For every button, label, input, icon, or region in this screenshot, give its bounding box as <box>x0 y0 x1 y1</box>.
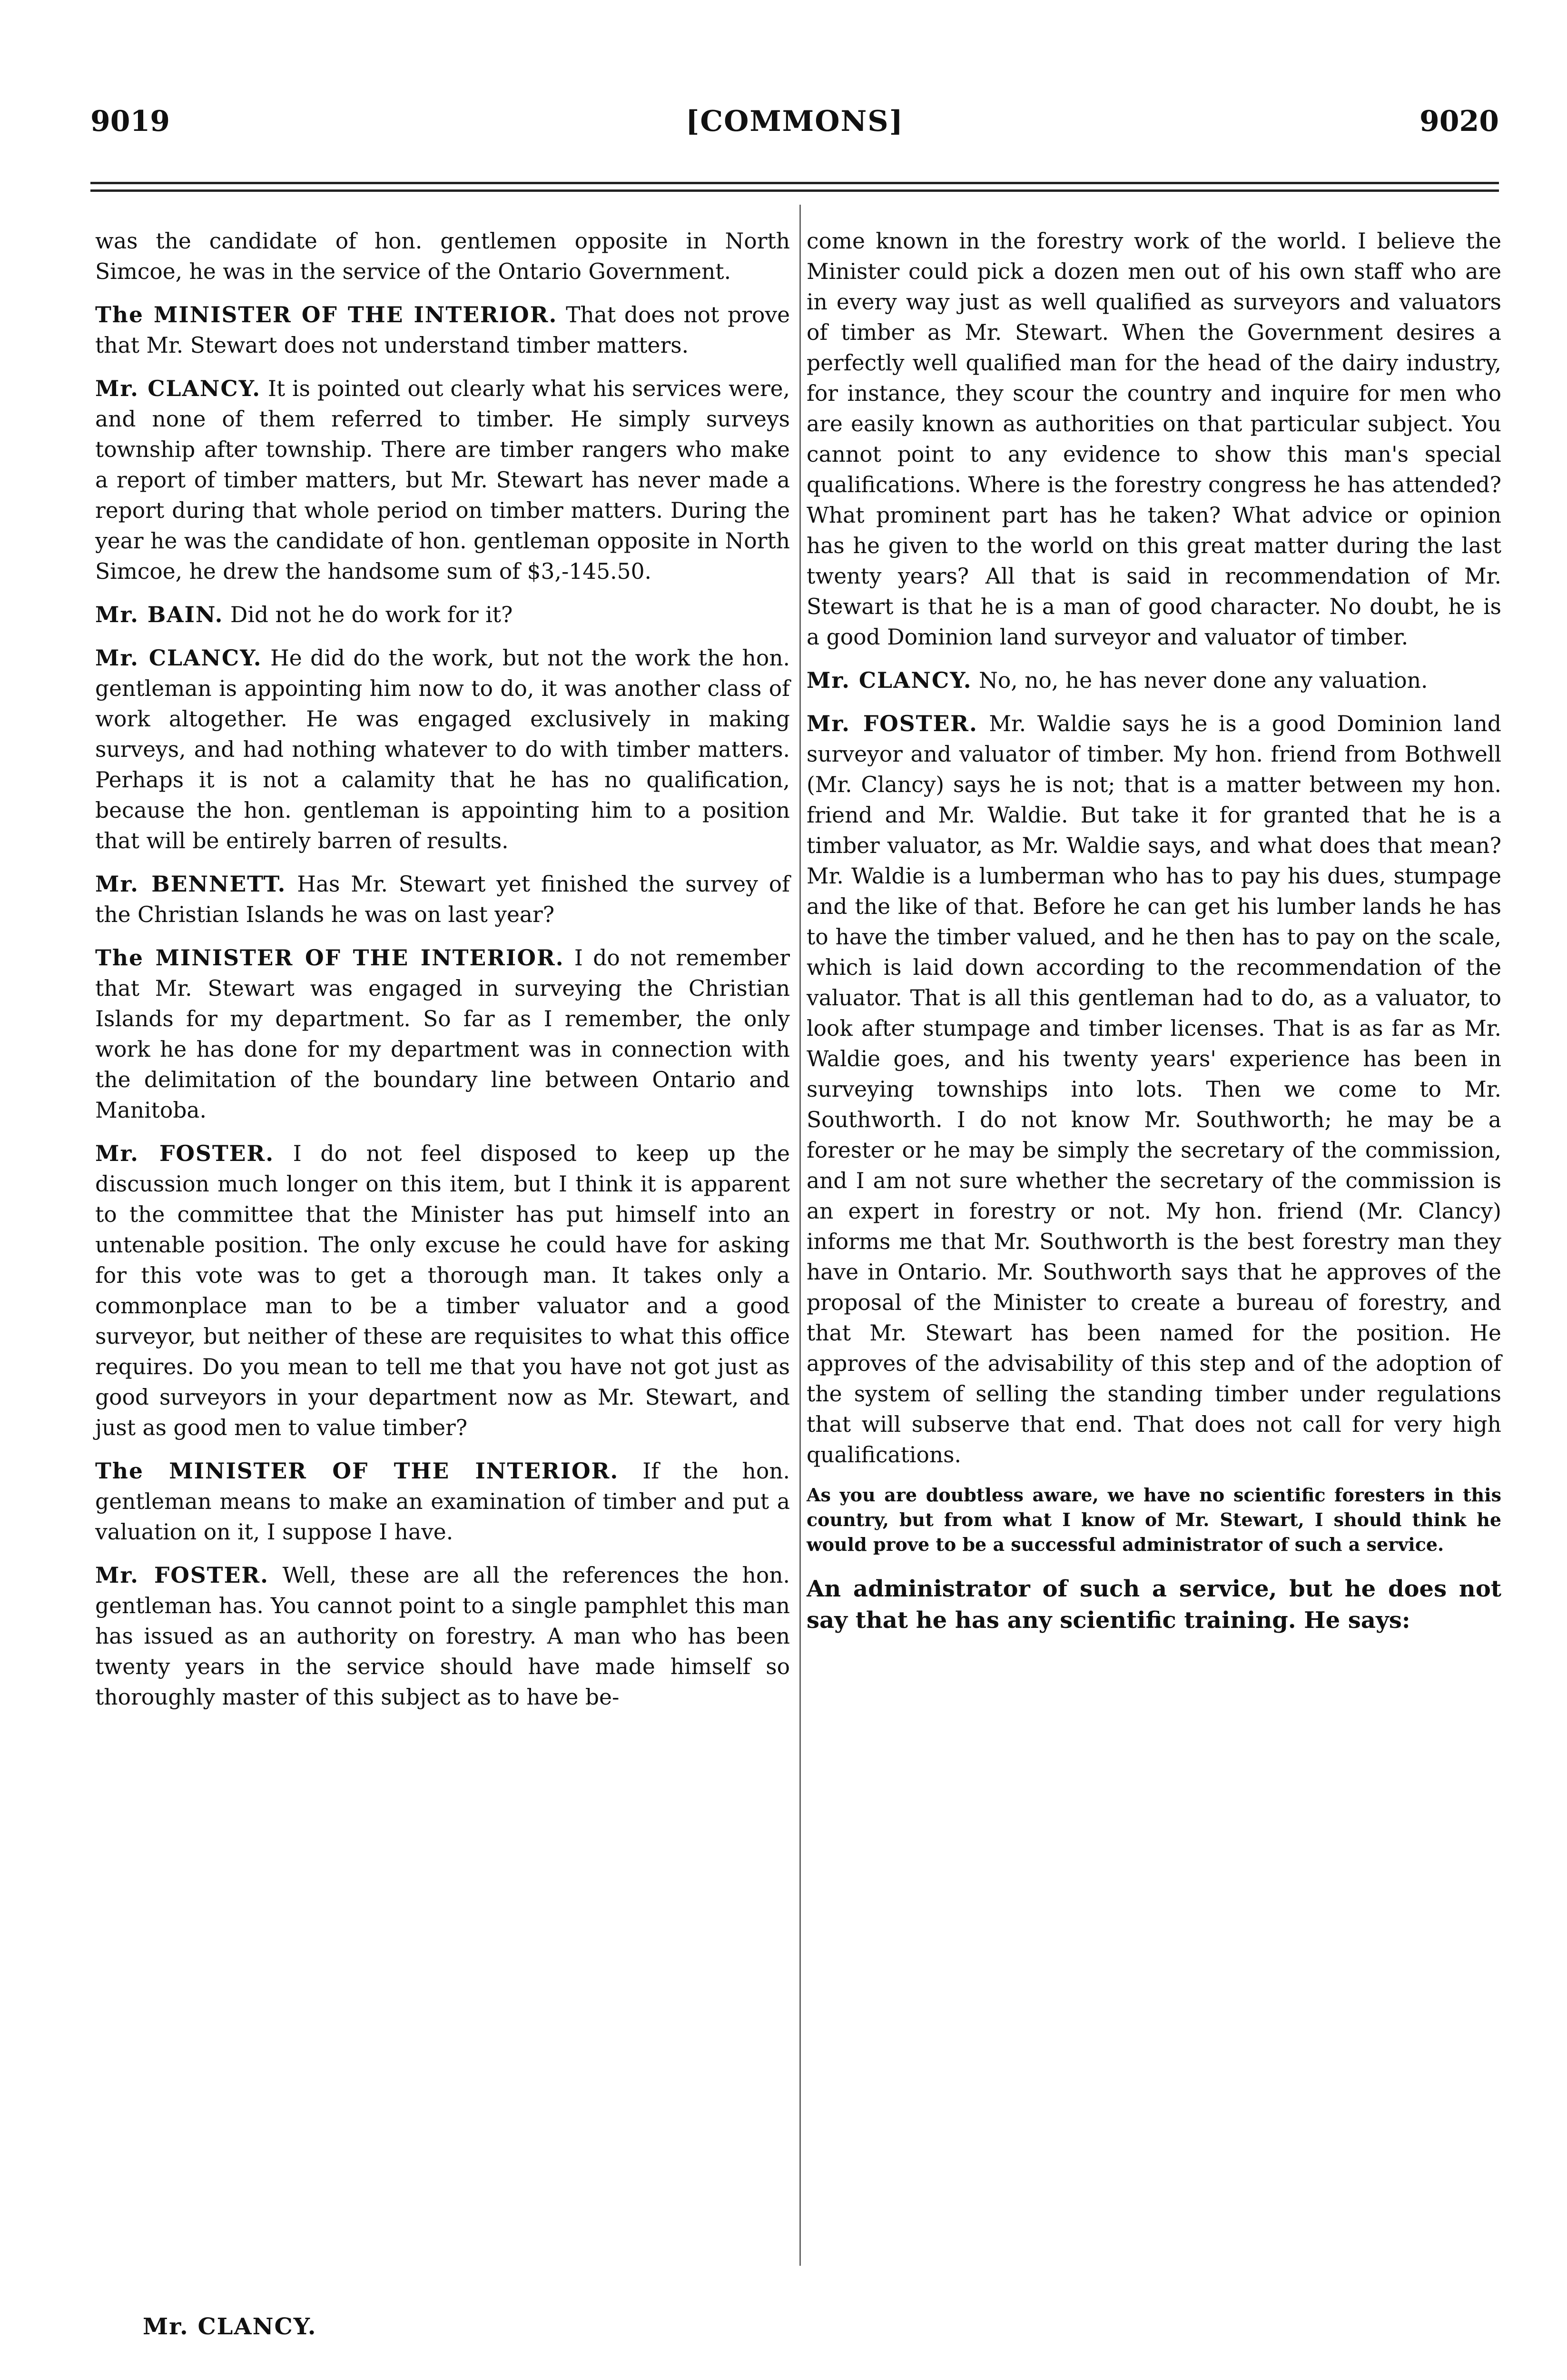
paragraph-text: That does not prove that Mr. Stewart does not understand timber matters. <box>95 302 790 358</box>
paragraph-text: I do not feel disposed to keep up the discussion much longer on this item, but I think it is apparent to the committee that the Minister has put himself into an untenable position. The only excuse he could have for asking for this vote was to get a thorough man. It takes only a commonplace man to be a timber valuator and a good surveyor, but neither of these are requisites to what this office requires. Do you mean to tell me that you have not got just as good surveyors in your department now as Mr. Stewart, and just as good men to value timber? <box>95 1141 790 1440</box>
speaker-name: Mr. CLANCY. <box>95 645 262 671</box>
paragraph-text: As you are doubtless aware, we have no scientific foresters in this country, but from what I know of Mr. Stewart, I should think he would prove to be a successful administrator of such a service. <box>807 1484 1501 1555</box>
paragraph <box>807 708 1501 1470</box>
paragraph <box>807 226 1501 653</box>
paragraph <box>807 1573 1501 1636</box>
speaker-name: Mr. FOSTER. <box>807 711 978 736</box>
left-column <box>95 226 790 1725</box>
paragraph <box>95 869 790 930</box>
page-header <box>90 105 1499 157</box>
paragraph-text: He did do the work, but not the work the hon. gentleman is appointing him now to do, it was another class of work altogether. He was engaged exclusively in making surveys, and had nothing whatever to do with timber matters. Perhaps it is not a calamity that he has no qualification, because the hon. gentleman is appointing him to a position that will be entirely barren of results. <box>95 645 790 853</box>
paragraph <box>807 1483 1501 1557</box>
paragraph-text: Did not he do work for it? <box>230 602 513 627</box>
paragraph <box>95 299 790 361</box>
paragraph-text: No, no, he has never done any valuation. <box>979 668 1428 693</box>
paragraph <box>95 1138 790 1443</box>
paragraph <box>95 1560 790 1713</box>
speaker-name: Mr. FOSTER. <box>95 1562 269 1588</box>
paragraph <box>95 643 790 856</box>
speaker-name: Mr. CLANCY. <box>807 667 972 693</box>
right-column <box>807 226 1501 1648</box>
paragraph-text: An administrator of such a service, but he does not say that he has any scientific training. He says: <box>807 1576 1501 1634</box>
speaker-name: Mr. CLANCY. <box>95 376 261 401</box>
paragraph <box>95 226 790 287</box>
header-rule-top <box>90 182 1499 184</box>
page-number-right: 9020 <box>1419 105 1499 138</box>
paragraph-text: Well, these are all the references the hon. gentleman has. You cannot point to a single pamphlet this man has issued as an authority on forestry. A man who has been twenty years in the service should have made himself so thoroughly master of this subject as to have be- <box>95 1563 790 1710</box>
paragraph <box>95 1456 790 1547</box>
speaker-name: Mr. BENNETT. <box>95 871 286 897</box>
speaker-name: Mr. FOSTER. <box>95 1140 275 1166</box>
paragraph-text: I do not remember that Mr. Stewart was engaged in surveying the Christian Islands for my department. So far as I remember, the only work he has done for my department was in connection with the delimitation of the boundary line between Ontario and Manitoba. <box>95 945 790 1123</box>
speaker-name: Mr. BAIN. <box>95 602 224 627</box>
paragraph <box>95 942 790 1126</box>
speaker-name: The MINISTER OF THE INTERIOR. <box>95 945 564 971</box>
paragraph-text: Has Mr. Stewart yet finished the survey of the Christian Islands he was on last year? <box>95 872 790 927</box>
paragraph-text: come known in the forestry work of the world. I believe the Minister could pick a dozen men out of his own staff who are in every way just as well qualified as surveyors and valuators of timber as Mr. Stewart. When the Government desires a perfectly well qualified man for the head of the dairy industry, for instance, they scour the country and inquire for men who are easily known as authorities on that particular subject. You cannot point to any evidence to show this man's special qualifications. Where is the forestry congress he has attended? What prominent part has he taken? What advice or opinion has he given to the world on this great matter during the last twenty years? All that is said in recommendation of Mr. Stewart is that he is a man of good character. No doubt, he is a good Dominion land surveyor and valuator of timber. <box>807 228 1501 650</box>
paragraph <box>95 599 790 630</box>
paragraph-text: If the hon. gentleman means to make an examination of timber and put a valuation on it, I suppose I have. <box>95 1458 790 1545</box>
paragraph-text: was the candidate of hon. gentlemen opposite in North Simcoe, he was in the service of the Ontario Government. <box>95 228 790 284</box>
speaker-name: The MINISTER OF THE INTERIOR. <box>95 1458 619 1484</box>
paragraph-text: It is pointed out clearly what his services were, and none of them referred to timber. He simply surveys township after township. There are timber rangers who make a report of timber matters, but Mr. Stewart has never made a report during that whole period on timber matters. During the year he was the candidate of hon. gentleman opposite in North Simcoe, he drew the handsome sum of $3,-145.50. <box>95 376 790 584</box>
paragraph-text: Mr. Waldie says he is a good Dominion land surveyor and valuator of timber. My hon. friend from Bothwell (Mr. Clancy) says he is not; that is a matter between my hon. friend and Mr. Waldie. But take it for granted that he is a timber valuator, as Mr. Waldie says, and what does that mean? Mr. Waldie is a lumberman who has to pay his dues, stumpage and the like of that. Before he can get his lumber lands he has to have the timber valued, and he then has to pay on the scale, which is laid down according to the recommendation of the valuator. That is all this gentleman had to do, as a valuator, to look after stumpage and timber licenses. That is as far as Mr. Waldie goes, and his twenty years' experience has been in surveying townships into lots. Then we come to Mr. Southworth. I do not know Mr. Southworth; he may be a forester or he may be simply the secretary of the commission, and I am not sure whether the secretary of the commission is an expert in forestry or not. My hon. friend (Mr. Clancy) informs me that Mr. Southworth is the best forestry man they have in Ontario. Mr. Southworth says that he approves of the proposal of the Minister to create a bureau of forestry, and that Mr. Stewart has been named for the position. He approves of the advisability of this step and of the adoption of the system of selling the standing timber under regulations that will subserve that end. That does not call for very high qualifications. <box>807 711 1501 1468</box>
page-number-left: 9019 <box>90 105 170 138</box>
paragraph <box>95 373 790 587</box>
running-title: [COMMONS] <box>685 105 904 138</box>
header-rule-bottom <box>90 189 1499 192</box>
column-divider <box>799 205 801 2266</box>
paragraph <box>807 665 1501 696</box>
catchword: Mr. CLANCY. <box>143 2313 317 2340</box>
speaker-name: The MINISTER OF THE INTERIOR. <box>95 302 558 327</box>
